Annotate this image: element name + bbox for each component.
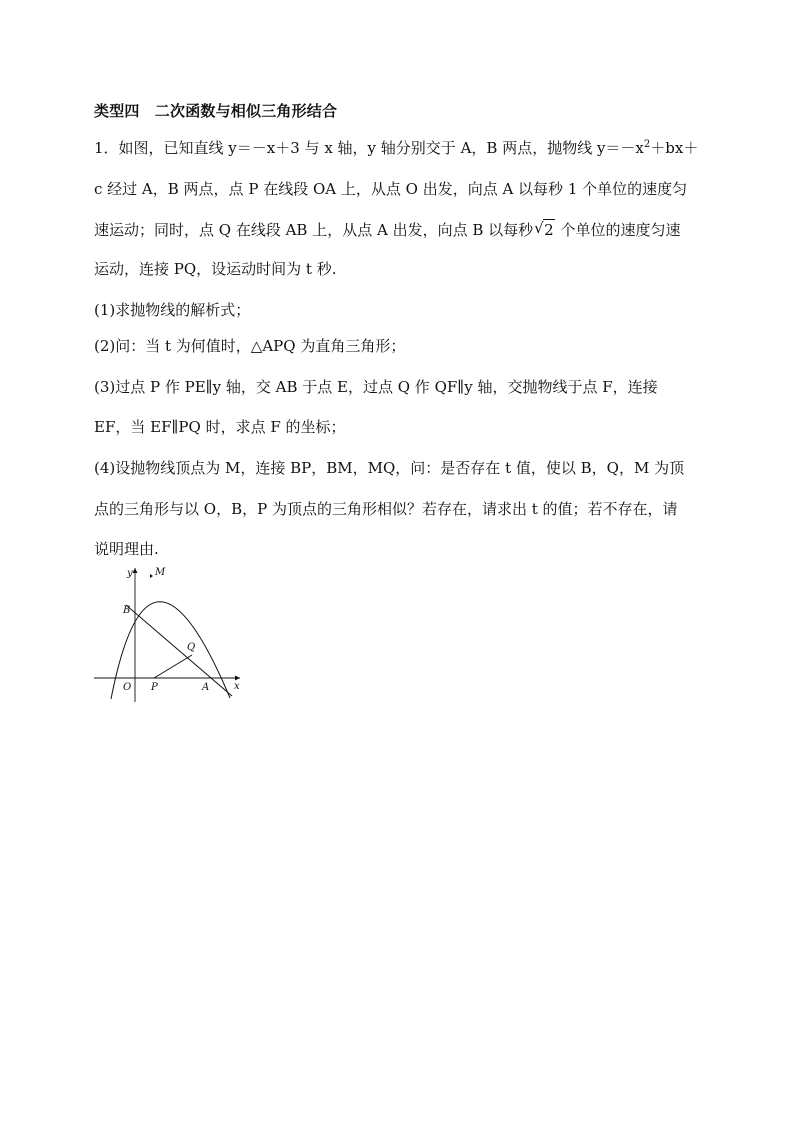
question-3-line-2: EF，当 EF∥PQ 时，求点 F 的坐标； <box>94 418 346 436</box>
label-p: P <box>151 682 158 693</box>
exponent-superscript: 2 <box>643 139 651 150</box>
sqrt-expression <box>534 219 555 240</box>
label-y: y <box>127 568 133 579</box>
geometry-figure <box>94 562 246 706</box>
question-4-line-3: 说明理由. <box>94 540 159 558</box>
label-b: B <box>123 605 131 616</box>
vertex-arrow-icon <box>150 574 153 578</box>
problem-line-4: 运动，连接 PQ，设运动时间为 t 秒. <box>94 260 337 278</box>
x-axis-arrow-icon <box>235 676 240 681</box>
label-a: A <box>202 682 210 693</box>
question-2: (2)问：当 t 为何值时，△APQ 为直角三角形； <box>94 337 406 355</box>
problem-line-3-pre: 速运动；同时，点 Q 在线段 AB 上，从点 A 出发，向点 B 以每秒 <box>94 221 534 239</box>
problem-line-1 <box>94 138 698 158</box>
segment-pq <box>154 655 192 678</box>
question-3-line-1: (3)过点 P 作 PE∥y 轴，交 AB 于点 E，过点 Q 作 QF∥y 轴，交抛物线于点 F，连接 <box>94 378 658 396</box>
problem-line-1-tail: ＋bx＋ <box>650 139 699 157</box>
label-x: x <box>234 681 240 692</box>
y-axis-arrow-icon <box>133 568 138 573</box>
question-1: (1)求抛物线的解析式； <box>94 301 251 319</box>
problem-line-2: c 经过 A，B 两点，点 P 在线段 OA 上，从点 O 出发，向点 A 以每秒 1 个单位的速度匀 <box>94 180 688 198</box>
label-o: O <box>123 682 132 693</box>
label-q: Q <box>187 642 196 653</box>
sqrt-radicand: 2 <box>544 221 554 239</box>
problem-line-1-text: 1．如图，已知直线 y＝－x＋3 与 x 轴，y 轴分别交于 A，B 两点，抛物线 y＝－x <box>94 139 644 157</box>
problem-line-3-post: 个单位的速度匀速 <box>555 221 681 239</box>
question-4-line-1: (4)设抛物线顶点为 M，连接 BP，BM，MQ，问：是否存在 t 值，使以 B，Q，M 为顶 <box>94 459 685 477</box>
question-4-line-2: 点的三角形与以 O，B，P 为顶点的三角形相似？若存在，请求出 t 的值；若不存在，请 <box>94 500 678 518</box>
line-ab <box>126 605 232 696</box>
radical-sign: √ <box>534 219 544 237</box>
problem-line-3 <box>94 219 680 240</box>
section-heading: 类型四 二次函数与相似三角形结合 <box>94 102 338 120</box>
label-m: M <box>155 567 166 578</box>
